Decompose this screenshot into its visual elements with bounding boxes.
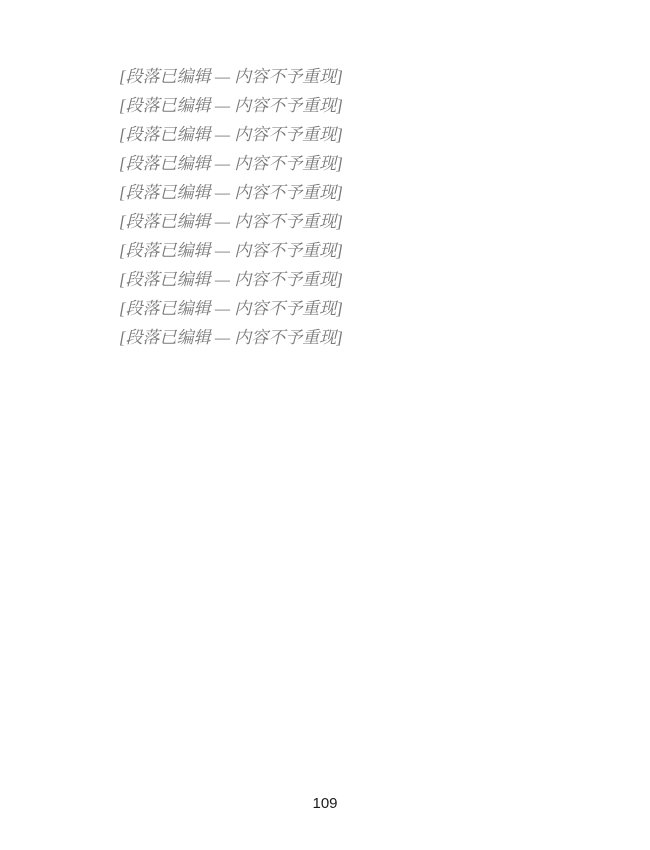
redacted-paragraph: [段落已编辑 — 内容不予重现] — [119, 67, 343, 86]
book-page-text-block — [85, 62, 567, 352]
redacted-paragraph: [段落已编辑 — 内容不予重现] — [119, 125, 343, 144]
redacted-paragraph: [段落已编辑 — 内容不予重现] — [119, 183, 343, 202]
redacted-paragraph: [段落已编辑 — 内容不予重现] — [119, 96, 343, 115]
redacted-paragraph: [段落已编辑 — 内容不予重现] — [119, 328, 343, 347]
redacted-paragraph: [段落已编辑 — 内容不予重现] — [119, 212, 343, 231]
redacted-paragraph: [段落已编辑 — 内容不予重现] — [119, 241, 343, 260]
redacted-paragraph: [段落已编辑 — 内容不予重现] — [119, 154, 343, 173]
page-number: 109 — [312, 795, 338, 812]
redacted-paragraph: [段落已编辑 — 内容不予重现] — [119, 299, 343, 318]
redacted-paragraph: [段落已编辑 — 内容不予重现] — [119, 270, 343, 289]
